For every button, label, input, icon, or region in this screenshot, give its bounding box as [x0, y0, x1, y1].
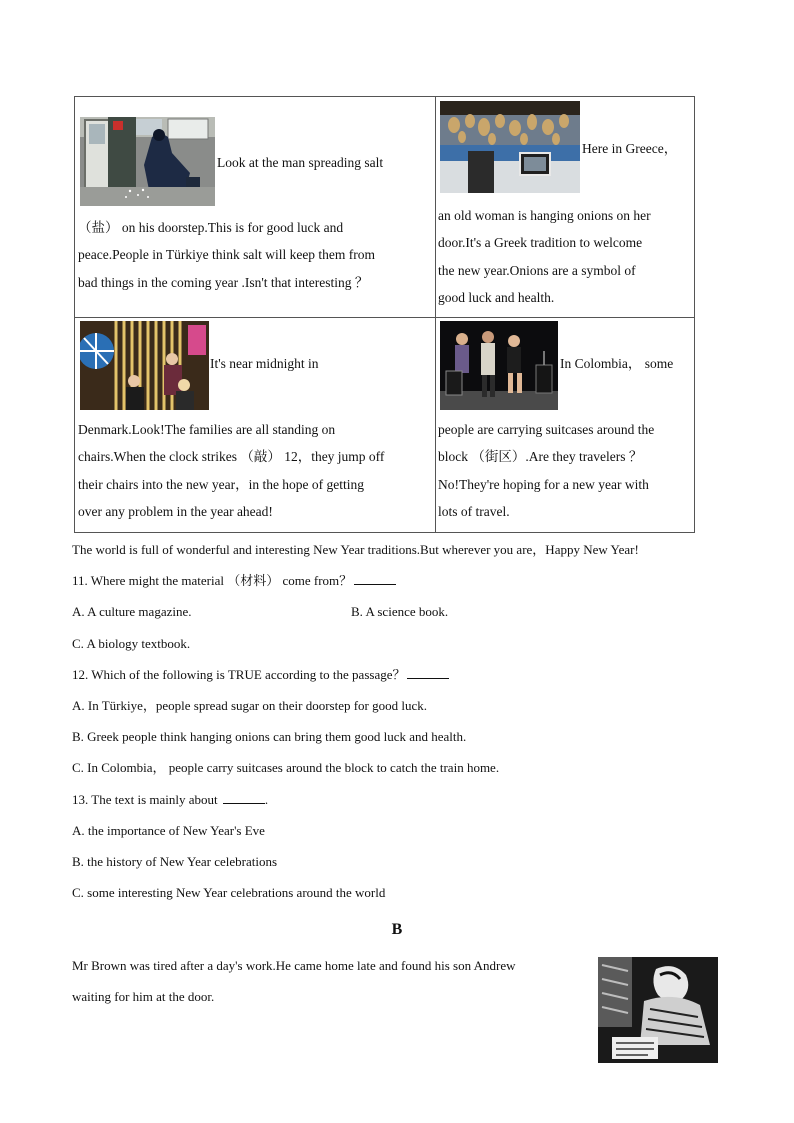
turkey-salt-photo	[80, 117, 215, 206]
section-b-illustration	[598, 957, 718, 1063]
colombia-lead-text: In Colombia， some	[560, 356, 674, 371]
denmark-text-line-4: over any problem in the year ahead!	[78, 504, 273, 519]
question-12-option-c[interactable]: C. In Colombia， people carry suitcases around the block to catch the train home.	[72, 760, 500, 775]
turkey-text-line-3: bad things in the coming year .Isn't that interesting ？	[78, 275, 369, 290]
denmark-text-line-3: their chairs into the new year，in the hope of getting	[78, 477, 365, 492]
greece-text-line-4: good luck and health.	[438, 290, 555, 305]
turkey-lead-text: Look at the man spreading salt	[217, 155, 384, 170]
denmark-lead-text: It's near midnight in	[210, 356, 319, 371]
greece-onions-photo	[440, 101, 580, 193]
table-cell-greece	[436, 98, 694, 316]
greece-text-line-1: an old woman is hanging onions on her	[438, 208, 651, 223]
greece-text-line-3: the new year.Onions are a symbol of	[438, 263, 636, 278]
closing-paragraph: The world is full of wonderful and interesting New Year traditions.But wherever you are，Happy New Year!	[72, 542, 639, 557]
question-12-answer-blank[interactable]	[407, 667, 449, 679]
table-cell-denmark	[76, 318, 434, 532]
section-b-heading: B	[391, 921, 403, 938]
question-13-stem: 13. The text is mainly about	[72, 792, 218, 807]
section-b-line-2: waiting for him at the door.	[72, 989, 215, 1004]
question-13-option-b[interactable]: B. the history of New Year celebrations	[72, 854, 278, 869]
colombia-text-line-1: people are carrying suitcases around the	[438, 422, 655, 437]
question-12-stem: 12. Which of the following is TRUE according to the passage？	[72, 667, 406, 682]
turkey-text-line-1: （盐） on his doorstep.This is for good luck and	[78, 220, 344, 235]
colombia-text-line-2: block （街区）.Are they travelers ？	[438, 449, 643, 464]
colombia-suitcases-photo	[440, 321, 558, 410]
greece-lead-text: Here in Greece，	[582, 141, 678, 156]
question-11-option-b[interactable]: B. A science book.	[351, 604, 449, 619]
denmark-text-line-2: chairs.When the clock strikes （敲） 12，they jump off	[78, 449, 385, 464]
question-13-answer-blank[interactable]	[223, 792, 265, 804]
question-12-option-b[interactable]: B. Greek people think hanging onions can bring them good luck and health.	[72, 729, 467, 744]
question-13-option-c[interactable]: C. some interesting New Year celebrations around the world	[72, 885, 386, 900]
greece-text-line-2: door.It's a Greek tradition to welcome	[438, 235, 643, 250]
denmark-text-line-1: Denmark.Look!The families are all standing on	[78, 422, 336, 437]
question-12	[72, 667, 449, 683]
colombia-text-line-4: lots of travel.	[438, 504, 510, 519]
question-12-option-a[interactable]: A. In Türkiye，people spread sugar on their doorstep for good luck.	[72, 698, 428, 713]
colombia-text-line-3: No!They're hoping for a new year with	[438, 477, 649, 492]
denmark-party-photo	[80, 321, 209, 410]
table-cell-turkey	[76, 98, 434, 316]
table-cell-colombia	[436, 318, 694, 532]
question-13-option-a[interactable]: A. the importance of New Year's Eve	[72, 823, 265, 838]
question-11-stem: 11. Where might the material （材料） come from？	[72, 573, 353, 588]
question-11-answer-blank[interactable]	[354, 573, 396, 585]
question-11	[72, 573, 396, 589]
section-b-line-1: Mr Brown was tired after a day's work.He came home late and found his son Andrew	[72, 958, 516, 973]
question-11-option-c[interactable]: C. A biology textbook.	[72, 636, 191, 651]
question-11-option-a[interactable]: A. A culture magazine.	[72, 604, 192, 619]
question-13-stem-end: .	[264, 792, 269, 807]
question-13	[72, 792, 268, 808]
traditions-table	[74, 96, 695, 533]
turkey-text-line-2: peace.People in Türkiye think salt will keep them from	[78, 247, 376, 262]
